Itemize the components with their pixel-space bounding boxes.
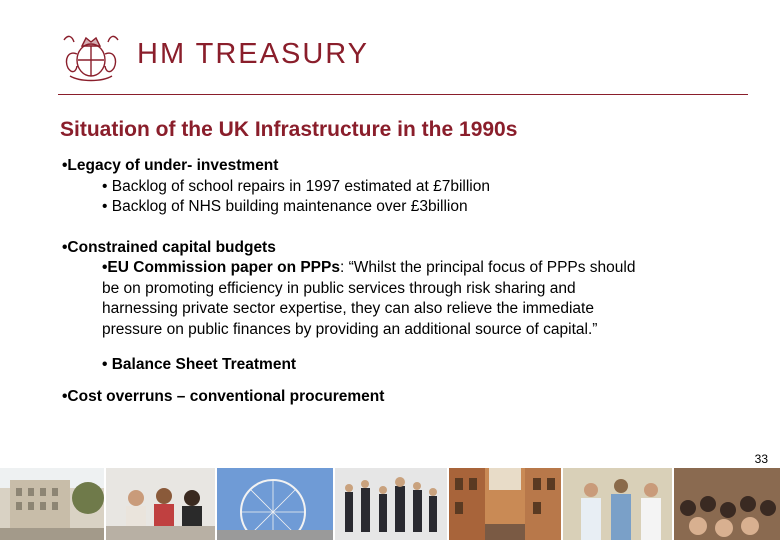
bullet-balance-sheet: • Balance Sheet Treatment bbox=[102, 356, 297, 373]
eu-quote-line-3: harnessing private sector expertise, they can also relieve the immediate bbox=[102, 300, 594, 317]
eu-quote-line-1: : “Whilst the principal focus of PPPs should bbox=[339, 259, 636, 276]
eu-commission-label: •EU Commission paper on PPPs bbox=[102, 259, 340, 276]
eu-quote-line-2: be on promoting efficiency in public services through risk sharing and bbox=[102, 279, 576, 297]
slide-title: Situation of the UK Infrastructure in the 1990s bbox=[60, 118, 518, 141]
building-photo bbox=[0, 468, 104, 540]
audience-photo bbox=[674, 468, 780, 540]
street-photo bbox=[449, 468, 561, 540]
section-heading-cost-overruns: •Cost overruns – conventional procurement bbox=[62, 387, 385, 405]
page-number: 33 bbox=[754, 452, 768, 466]
royal-crest-icon bbox=[58, 24, 124, 88]
header-divider bbox=[58, 94, 748, 95]
eu-quote-line-4: pressure on public finances by providing an additional source of capital.” bbox=[102, 320, 598, 338]
section-heading-legacy: •Legacy of under- investment bbox=[62, 157, 279, 174]
photo-strip bbox=[0, 468, 780, 540]
eu-commission-quote bbox=[62, 258, 732, 340]
bullet-nhs-maintenance: • Backlog of NHS building maintenance over £3billion bbox=[102, 198, 468, 215]
bullet-school-repairs: • Backlog of school repairs in 1997 estimated at £7billion bbox=[102, 177, 490, 195]
crowd-photo bbox=[335, 468, 447, 540]
hospital-staff-photo bbox=[563, 468, 673, 540]
london-eye-photo bbox=[217, 468, 333, 540]
slide-body bbox=[62, 156, 742, 407]
office-meeting-photo bbox=[106, 468, 216, 540]
section-heading-capital-budgets: •Constrained capital budgets bbox=[62, 238, 276, 256]
logo-wordmark: HM TREASURY bbox=[137, 38, 370, 70]
